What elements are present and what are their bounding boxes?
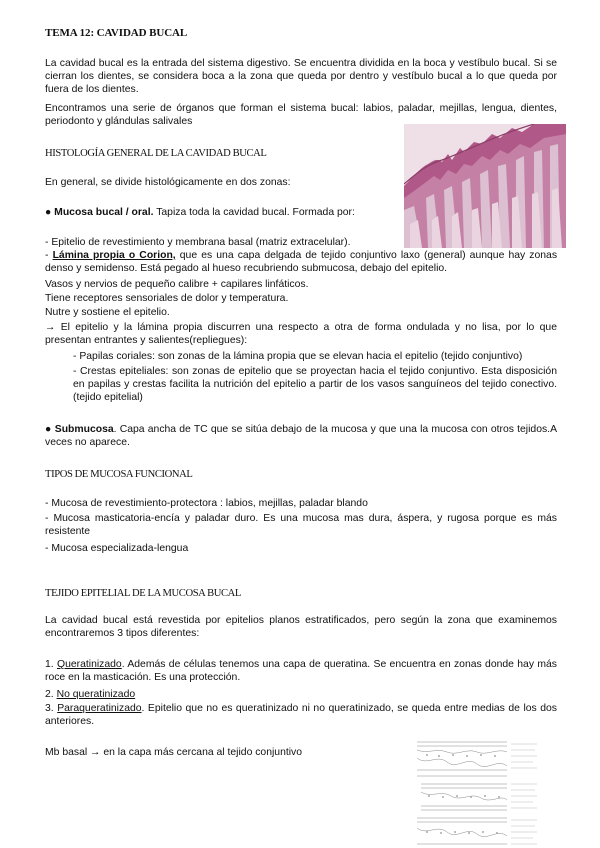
type-num: 1. xyxy=(45,659,57,670)
mb-basal-line: Mb basal → en la capa más cercana al tejido conjuntivo xyxy=(45,747,303,758)
receptores-line: Tiene receptores sensoriales de dolor y temperatura. xyxy=(45,293,289,304)
type-label: No queratinizado xyxy=(56,689,136,700)
type-num: 2. xyxy=(45,689,57,700)
histology-micrograph xyxy=(404,124,566,248)
submucosa-paragraph xyxy=(45,423,557,449)
papilas-line: - Papilas coriales: son zonas de la lámina propia que se elevan hacia el epitelio (tejido conjuntivo) xyxy=(73,351,523,362)
submucosa-text: . Capa ancha de TC que se sitúa debajo de la mucosa y que una la mucosa con otros tejidos.A veces no aparece. xyxy=(45,424,557,449)
histology-heading: HISTOLOGÍA GENERAL DE LA CAVIDAD BUCAL xyxy=(45,148,267,159)
intro-paragraph-2: Encontramos una serie de órganos que forman el sistema bucal: labios, paladar, mejillas, lengua, dientes, periodonto y glándulas salivales xyxy=(45,103,557,128)
type-label: Paraqueratinizado xyxy=(57,703,142,714)
mucosa-bucal-item xyxy=(45,206,355,219)
lamina-label: Lámina propia o Corion, xyxy=(52,250,176,261)
bullet: ● xyxy=(45,424,52,435)
lamina-propia-paragraph xyxy=(45,249,557,275)
vasos-line: Vasos y nervios de pequeño calibre + capilares linfáticos. xyxy=(45,279,309,290)
type-item-2 xyxy=(45,688,135,701)
epitelial-intro: La cavidad bucal está revestida por epitelios planos estratificados, pero según la zona que examinemos encontraremos 3 tipos diferentes: xyxy=(45,615,557,640)
dash: - xyxy=(45,250,53,261)
mucosa-desc: Tapiza toda la cavidad bucal. Formada por: xyxy=(153,207,355,218)
epitelio-line: - Epitelio de revestimiento y membrana basal (matriz extracelular). xyxy=(45,237,351,248)
type-label: Queratinizado xyxy=(57,659,122,670)
tipo-item-1: - Mucosa de revestimiento-protectora : labios, mejillas, paladar blando xyxy=(45,498,368,509)
diagram-svg xyxy=(417,740,543,848)
tipos-heading: TIPOS DE MUCOSA FUNCIONAL xyxy=(45,469,193,480)
arrow-paragraph: → El epitelio y la lámina propia discurren una respecto a otra de forma ondulada y no lisa, por lo que presentan entrantes y salientes(repliegues): xyxy=(45,322,557,347)
tipo-item-3: - Mucosa especializada-lengua xyxy=(45,543,189,554)
lamina-text: que es una capa delgada de tejido conjuntivo laxo (general) aunque hay zonas denso y semidenso. Está pegado al hueso recubriendo submucosa, debajo del epitelio. xyxy=(45,250,558,275)
page-title: TEMA 12: CAVIDAD BUCAL xyxy=(45,27,188,39)
tipo-item-2: - Mucosa masticatoria-encía y paladar duro. Es una mucosa mas dura, áspera, y rugosa porque es más resistente xyxy=(45,513,557,538)
crestas-paragraph: - Crestas epiteliales: son zonas de epitelio que se proyectan hacia el tejido conjuntivo. Esta disposición en papilas y crestas facilita la nutrición del epitelio a partir de los vasos sanguíneos del tejido conectivo.(tejido epitelial) xyxy=(73,366,557,404)
type-text: . Además de células tenemos una capa de queratina. Se encuentra en zonas donde hay más roce en la masticación. Es una protección. xyxy=(45,659,557,684)
bullet: ● xyxy=(45,207,52,218)
epitelial-heading: TEJIDO EPITELIAL DE LA MUCOSA BUCAL xyxy=(45,588,242,599)
type-text: . Epitelio que no es queratinizado ni no queratinizado, se queda entre medias de los dos anteriores. xyxy=(45,703,557,728)
mucosa-label: Mucosa bucal / oral. xyxy=(54,207,154,218)
type-num: 3. xyxy=(45,703,58,714)
submucosa-label: Submucosa xyxy=(54,424,114,435)
nutre-line: Nutre y sostiene el epitelio. xyxy=(45,307,170,318)
intro-paragraph-1: La cavidad bucal es la entrada del sistema digestivo. Se encuentra dividida en la boca y vestíbulo bucal. Si se cierran los dientes, se considera boca a la zona que queda por dentro y vestíbulo bucal a lo que queda por fuera de los dientes. xyxy=(45,58,557,96)
type-item-3 xyxy=(45,702,557,728)
histology-intro: En general, se divide histológicamente en dos zonas: xyxy=(45,177,291,188)
micrograph-svg xyxy=(404,124,566,248)
epithelium-types-diagram xyxy=(417,740,543,848)
type-item-1 xyxy=(45,658,557,684)
